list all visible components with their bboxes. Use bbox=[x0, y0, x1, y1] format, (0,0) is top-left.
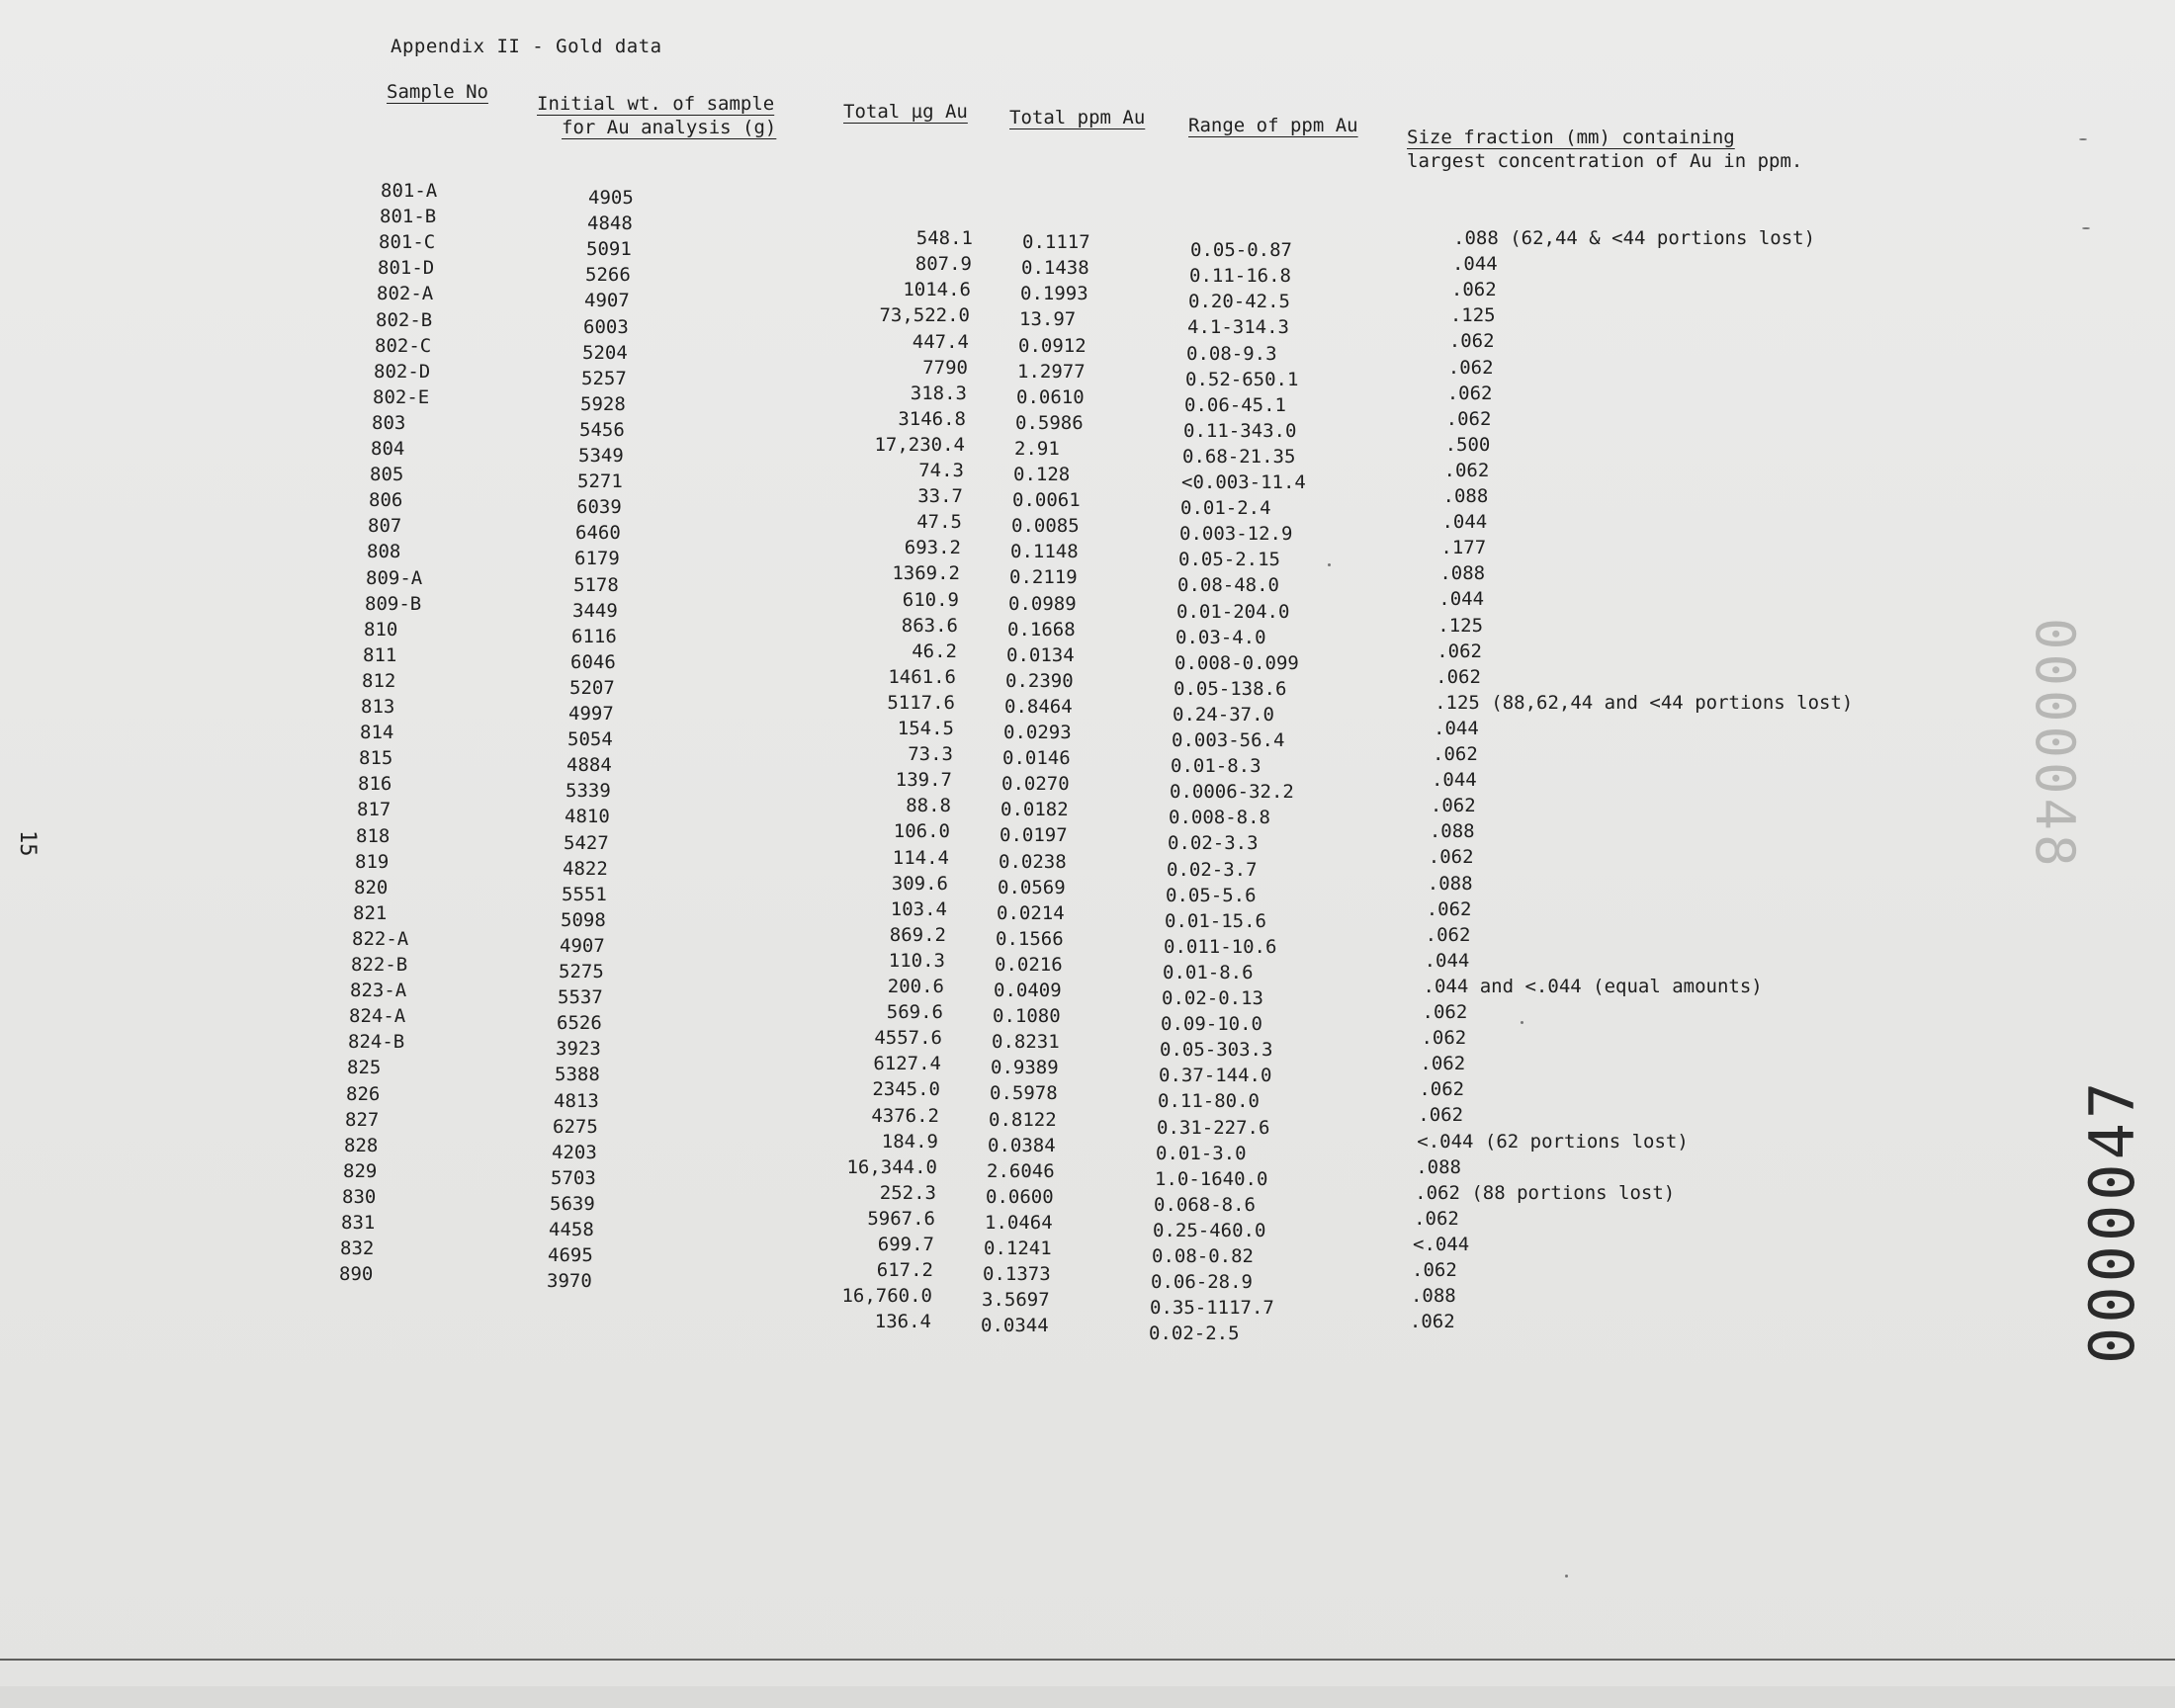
sample-no-cell: 822-B bbox=[351, 954, 408, 976]
sample-no-cell: 828 bbox=[344, 1134, 379, 1156]
total-ug-au-cell: 139.7 bbox=[895, 769, 952, 792]
sample-no-cell: 801-A bbox=[381, 180, 438, 202]
size-fraction-item: .088 (62,44 & <44 portions lost) bbox=[1453, 227, 1816, 249]
total-ug-au-cell: 73.3 bbox=[908, 743, 953, 766]
sample-no-cell: 825 bbox=[347, 1057, 382, 1079]
range-ppm-au-cell: 0.11-80.0 bbox=[1158, 1090, 1260, 1113]
total-ug-au-cell: 106.0 bbox=[893, 820, 950, 843]
sample-no-cell: 820 bbox=[354, 876, 389, 898]
range-ppm-au-cell: 0.25-460.0 bbox=[1153, 1219, 1266, 1241]
size-fraction-item: .062 bbox=[1450, 279, 1497, 301]
total-ppm-au-cell: 0.8122 bbox=[989, 1108, 1057, 1131]
sample-no-cell: 802-D bbox=[374, 360, 431, 383]
sample-no-cell: 802-C bbox=[375, 334, 432, 357]
initial-weight-cell: 5266 bbox=[585, 264, 631, 287]
initial-weight-cell: 5537 bbox=[558, 986, 603, 1009]
range-ppm-au-cell: 0.05-5.6 bbox=[1166, 884, 1257, 906]
total-ppm-au-cell: 0.0085 bbox=[1011, 515, 1080, 538]
range-ppm-au-cell: 0.05-303.3 bbox=[1160, 1039, 1273, 1062]
initial-weight-cell: 5054 bbox=[567, 728, 613, 751]
sample-no-cell: 830 bbox=[342, 1185, 377, 1208]
size-fraction-item: .044 bbox=[1424, 949, 1470, 972]
range-ppm-au-cell: 0.24-37.0 bbox=[1173, 703, 1274, 726]
total-ug-au-cell: 610.9 bbox=[902, 588, 959, 611]
total-ug-au-cell: 3146.8 bbox=[898, 407, 966, 430]
initial-weight-cell: 5257 bbox=[581, 367, 627, 389]
size-fraction-item: .062 (88 portions lost) bbox=[1415, 1181, 1676, 1204]
initial-weight-cell: 5204 bbox=[582, 341, 628, 364]
sample-no-cell: 802-A bbox=[377, 283, 434, 305]
total-ppm-au-cell: 1.0464 bbox=[985, 1211, 1053, 1234]
header-initial-wt-line1: Initial wt. of sample bbox=[537, 93, 775, 115]
initial-weight-cell: 6116 bbox=[571, 625, 617, 647]
initial-weight-cell: 6046 bbox=[570, 650, 616, 673]
sample-no-cell: 824-B bbox=[348, 1031, 405, 1054]
size-fraction-item: .044 bbox=[1431, 769, 1477, 792]
total-ug-au-cell: 869.2 bbox=[889, 923, 946, 946]
total-ug-au-cell: 16,344.0 bbox=[846, 1155, 937, 1178]
total-ug-au-cell: 33.7 bbox=[917, 485, 963, 508]
range-ppm-au-cell: 0.02-3.3 bbox=[1168, 832, 1259, 855]
total-ppm-au-cell: 0.8231 bbox=[992, 1031, 1060, 1054]
range-ppm-au-cell: 0.003-56.4 bbox=[1172, 729, 1285, 751]
sample-no-cell: 823-A bbox=[350, 980, 407, 1002]
sample-no-cell: 817 bbox=[357, 799, 392, 821]
total-ug-au-cell: 4376.2 bbox=[871, 1104, 939, 1127]
range-ppm-au-cell: 0.11-16.8 bbox=[1189, 265, 1291, 288]
size-fraction-item: .062 bbox=[1447, 356, 1494, 379]
size-fraction-item: .088 bbox=[1439, 562, 1486, 585]
range-ppm-au-cell: 1.0-1640.0 bbox=[1155, 1167, 1268, 1190]
size-fraction-item: .062 bbox=[1443, 459, 1490, 481]
initial-weight-cell: 5275 bbox=[559, 961, 604, 982]
initial-weight-cell: 5427 bbox=[564, 831, 609, 854]
sample-no-cell: 818 bbox=[356, 824, 391, 847]
total-ppm-au-cell: 0.2119 bbox=[1009, 566, 1078, 589]
total-ppm-au-cell: 0.0270 bbox=[1001, 773, 1070, 796]
initial-weight-cell: 5639 bbox=[550, 1192, 595, 1215]
size-fraction-item: .177 bbox=[1440, 537, 1487, 559]
sample-no-cell: 805 bbox=[370, 464, 404, 486]
total-ug-au-cell: 569.6 bbox=[886, 1001, 943, 1024]
total-ug-au-cell: 17,230.4 bbox=[874, 433, 965, 456]
scan-speck bbox=[1565, 1575, 1568, 1578]
total-ppm-au-cell: 0.0600 bbox=[986, 1185, 1054, 1208]
total-ppm-au-cell: 0.1373 bbox=[983, 1263, 1051, 1286]
total-ppm-au-cell: 0.2390 bbox=[1005, 669, 1074, 692]
total-ppm-au-cell: 1.2977 bbox=[1017, 360, 1086, 383]
size-fraction-item: .062 bbox=[1445, 407, 1492, 430]
range-ppm-au-cell: 0.05-2.15 bbox=[1178, 549, 1280, 571]
sample-no-cell: 807 bbox=[368, 515, 402, 538]
sample-no-cell: 809-A bbox=[366, 566, 423, 589]
total-ug-au-cell: 309.6 bbox=[891, 872, 948, 895]
total-ug-au-cell: 252.3 bbox=[879, 1181, 936, 1204]
range-ppm-au-cell: 0.35-1117.7 bbox=[1150, 1297, 1274, 1320]
initial-weight-cell: 4822 bbox=[563, 857, 608, 880]
sample-no-cell: 832 bbox=[340, 1238, 375, 1260]
initial-weight-cell: 5349 bbox=[578, 445, 624, 467]
size-fraction-item: .062 bbox=[1433, 743, 1478, 765]
total-ug-au-cell: 47.5 bbox=[916, 511, 962, 534]
size-fraction-item: .062 bbox=[1430, 795, 1476, 817]
total-ppm-au-cell: 0.8464 bbox=[1004, 695, 1073, 718]
range-ppm-au-cell: 0.01-204.0 bbox=[1176, 600, 1290, 623]
header-range-ppm-au: Range of ppm Au bbox=[1188, 115, 1358, 136]
initial-weight-cell: 6460 bbox=[575, 522, 621, 545]
initial-weight-cell: 4458 bbox=[549, 1219, 594, 1240]
total-ppm-au-cell: 0.0569 bbox=[998, 876, 1066, 898]
range-ppm-au-cell: 0.08-9.3 bbox=[1186, 342, 1277, 365]
total-ug-au-cell: 693.2 bbox=[904, 537, 961, 559]
size-fraction-item: .062 bbox=[1419, 1078, 1465, 1101]
sample-no-cell: 810 bbox=[364, 618, 398, 640]
total-ppm-au-cell: 0.1566 bbox=[996, 927, 1064, 950]
initial-weight-cell: 5271 bbox=[577, 470, 623, 493]
total-ppm-au-cell: 0.0610 bbox=[1016, 385, 1085, 408]
scan-speck bbox=[1328, 563, 1331, 566]
initial-weight-cell: 3923 bbox=[556, 1038, 601, 1061]
total-ppm-au-cell: 0.9389 bbox=[991, 1057, 1059, 1079]
initial-weight-cell: 6275 bbox=[553, 1115, 598, 1138]
total-ppm-au-cell: 0.5978 bbox=[990, 1082, 1058, 1105]
total-ppm-au-cell: 13.97 bbox=[1019, 308, 1077, 331]
size-fraction-item: <.044 bbox=[1413, 1233, 1470, 1255]
total-ppm-au-cell: 0.0384 bbox=[988, 1134, 1056, 1156]
sample-no-cell: 806 bbox=[369, 489, 403, 512]
range-ppm-au-cell: 0.011-10.6 bbox=[1164, 935, 1277, 958]
total-ppm-au-cell: 0.0912 bbox=[1018, 334, 1087, 357]
initial-weight-cell: 5388 bbox=[555, 1064, 600, 1086]
size-fraction-item: .088 bbox=[1410, 1285, 1456, 1308]
header-total-ug-au: Total µg Au bbox=[843, 101, 968, 123]
total-ppm-au-cell: 3.5697 bbox=[982, 1289, 1050, 1312]
initial-weight-cell: 5091 bbox=[586, 238, 632, 261]
total-ug-au-cell: 548.1 bbox=[915, 227, 973, 250]
size-fraction-item: .062 bbox=[1422, 1001, 1468, 1023]
sample-no-cell: 808 bbox=[367, 541, 401, 563]
header-initial-wt-line2: for Au analysis (g) bbox=[562, 117, 777, 138]
initial-weight-cell: 6526 bbox=[557, 1012, 602, 1035]
size-fraction-item: .062 bbox=[1412, 1259, 1457, 1281]
total-ppm-au-cell: 0.0216 bbox=[995, 953, 1063, 976]
sample-no-cell: 826 bbox=[346, 1082, 381, 1105]
total-ug-au-cell: 114.4 bbox=[892, 846, 949, 869]
initial-weight-cell: 5551 bbox=[562, 883, 607, 905]
sample-no-cell: 814 bbox=[360, 722, 394, 744]
range-ppm-au-cell: 0.02-3.7 bbox=[1167, 858, 1258, 881]
total-ug-au-cell: 1014.6 bbox=[903, 279, 971, 301]
header-sample-no: Sample No bbox=[387, 81, 488, 103]
initial-weight-cell: 3970 bbox=[547, 1270, 592, 1293]
total-ppm-au-cell: 0.1117 bbox=[1022, 231, 1090, 254]
initial-weight-cell: 6003 bbox=[583, 315, 629, 338]
size-fraction-item: .044 bbox=[1441, 511, 1488, 534]
total-ppm-au-cell: 2.91 bbox=[1014, 437, 1060, 460]
total-ug-au-cell: 617.2 bbox=[876, 1259, 933, 1282]
total-ug-au-cell: 5117.6 bbox=[887, 691, 955, 714]
total-ug-au-cell: 73,522.0 bbox=[879, 304, 970, 327]
range-ppm-au-cell: 0.09-10.0 bbox=[1161, 1013, 1262, 1036]
total-ug-au-cell: 1461.6 bbox=[888, 665, 956, 688]
range-ppm-au-cell: 0.01-15.6 bbox=[1165, 909, 1266, 932]
total-ug-au-cell: 7790 bbox=[922, 356, 968, 379]
size-fraction-item: .062 bbox=[1428, 846, 1474, 869]
initial-weight-cell: 4810 bbox=[565, 806, 610, 828]
total-ppm-au-cell: 0.0214 bbox=[997, 901, 1065, 924]
size-fraction-item: .088 bbox=[1427, 872, 1473, 895]
sample-no-cell: 829 bbox=[343, 1159, 378, 1182]
sample-no-cell: 812 bbox=[362, 669, 396, 692]
initial-weight-cell: 4848 bbox=[587, 213, 633, 235]
header-total-ppm-au: Total ppm Au bbox=[1009, 107, 1146, 128]
range-ppm-au-cell: 0.37-144.0 bbox=[1159, 1065, 1272, 1087]
total-ppm-au-cell: 0.1438 bbox=[1021, 257, 1089, 280]
total-ug-au-cell: 6127.4 bbox=[873, 1053, 941, 1075]
initial-weight-cell: 5339 bbox=[566, 780, 611, 803]
sample-no-cell: 801-D bbox=[378, 257, 435, 280]
range-ppm-au-cell: 0.52-650.1 bbox=[1185, 368, 1299, 390]
total-ppm-au-cell: 0.0989 bbox=[1008, 592, 1077, 615]
total-ppm-au-cell: 0.0134 bbox=[1006, 643, 1075, 666]
initial-weight-cell: 4203 bbox=[552, 1141, 597, 1163]
total-ug-au-cell: 699.7 bbox=[877, 1234, 934, 1255]
sample-no-cell: 819 bbox=[355, 850, 390, 873]
total-ug-au-cell: 16,760.0 bbox=[841, 1285, 932, 1308]
sample-no-cell: 816 bbox=[358, 773, 392, 796]
size-fraction-item: .062 bbox=[1448, 330, 1495, 353]
sample-no-cell: 824-A bbox=[349, 1005, 406, 1028]
total-ug-au-cell: 2345.0 bbox=[872, 1078, 940, 1101]
size-fraction-item: .125 bbox=[1437, 614, 1484, 637]
range-ppm-au-cell: 0.01-8.3 bbox=[1171, 755, 1262, 778]
total-ppm-au-cell: 0.1080 bbox=[993, 1005, 1061, 1028]
total-ppm-au-cell: 0.0293 bbox=[1003, 722, 1072, 743]
size-fraction-item: .062 bbox=[1446, 382, 1493, 404]
initial-weight-cell: 4695 bbox=[548, 1244, 593, 1267]
total-ug-au-cell: 807.9 bbox=[914, 253, 972, 276]
sample-no-cell: 813 bbox=[361, 696, 395, 718]
bleed-through-stamp-number: 0000048 bbox=[2024, 618, 2086, 871]
size-fraction-item: .125 (88,62,44 and <44 portions lost) bbox=[1435, 691, 1854, 714]
range-ppm-au-cell: 0.0006-32.2 bbox=[1170, 781, 1294, 804]
size-fraction-item: .088 bbox=[1429, 820, 1475, 843]
total-ppm-au-cell: 0.5986 bbox=[1015, 411, 1084, 434]
total-ug-au-cell: 103.4 bbox=[890, 897, 947, 920]
range-ppm-au-cell: 0.05-138.6 bbox=[1174, 677, 1287, 700]
initial-weight-cell: 5928 bbox=[580, 392, 626, 415]
size-fraction-item: .044 bbox=[1451, 253, 1498, 276]
total-ppm-au-cell: 0.1241 bbox=[984, 1238, 1052, 1259]
initial-weight-cell: 4905 bbox=[588, 187, 634, 209]
total-ug-au-cell: 74.3 bbox=[918, 460, 964, 481]
initial-weight-cell: 4884 bbox=[566, 754, 612, 777]
initial-weight-cell: 5456 bbox=[579, 418, 625, 441]
range-ppm-au-cell: 0.01-8.6 bbox=[1163, 961, 1254, 983]
initial-weight-cell: 5098 bbox=[561, 908, 606, 931]
range-ppm-au-cell: 0.31-227.6 bbox=[1157, 1116, 1270, 1139]
initial-weight-cell: 4997 bbox=[568, 703, 614, 725]
document-stamp-number: 0000047 bbox=[2076, 1077, 2148, 1364]
scan-speck bbox=[1521, 1021, 1523, 1024]
total-ug-au-cell: 5967.6 bbox=[867, 1207, 935, 1230]
range-ppm-au-cell: 0.01-2.4 bbox=[1180, 497, 1271, 520]
size-fraction-item: .062 bbox=[1409, 1311, 1455, 1333]
total-ppm-au-cell: 0.0182 bbox=[1000, 799, 1069, 821]
size-fraction-item: <.044 (62 portions lost) bbox=[1417, 1130, 1689, 1153]
range-ppm-au-cell: 0.003-12.9 bbox=[1179, 523, 1293, 546]
total-ppm-au-cell: 0.1668 bbox=[1007, 618, 1076, 640]
total-ppm-au-cell: 0.0146 bbox=[1002, 747, 1071, 770]
sample-no-cell: 811 bbox=[363, 643, 397, 666]
size-fraction-item: .062 bbox=[1421, 1027, 1467, 1050]
page-number: 15 bbox=[15, 830, 40, 857]
total-ug-au-cell: 1369.2 bbox=[892, 562, 960, 585]
range-ppm-au-cell: 0.008-0.099 bbox=[1174, 651, 1299, 674]
size-fraction-item: .062 bbox=[1418, 1104, 1464, 1127]
range-ppm-au-cell: 0.068-8.6 bbox=[1154, 1193, 1256, 1216]
size-fraction-item: .500 bbox=[1444, 433, 1491, 456]
sample-no-cell: 801-C bbox=[379, 231, 436, 254]
initial-weight-cell: 6179 bbox=[574, 548, 620, 570]
total-ppm-au-cell: 0.0061 bbox=[1012, 489, 1081, 512]
range-ppm-au-cell: 0.05-0.87 bbox=[1190, 239, 1292, 262]
total-ppm-au-cell: 0.0344 bbox=[981, 1315, 1049, 1337]
size-fraction-item: .044 and <.044 (equal amounts) bbox=[1423, 975, 1763, 997]
initial-weight-cell: 5703 bbox=[551, 1166, 596, 1189]
size-fraction-item: .062 bbox=[1436, 665, 1481, 688]
range-ppm-au-cell: 0.02-2.5 bbox=[1149, 1323, 1240, 1345]
header-size-fraction-line1: Size fraction (mm) containing bbox=[1407, 127, 1735, 148]
range-ppm-au-cell: 0.20-42.5 bbox=[1188, 291, 1290, 313]
total-ppm-au-cell: 0.1148 bbox=[1010, 541, 1079, 563]
total-ppm-au-cell: 0.0197 bbox=[1000, 824, 1068, 847]
size-fraction-item: .062 bbox=[1420, 1053, 1466, 1075]
size-fraction-item: .125 bbox=[1449, 304, 1496, 327]
total-ug-au-cell: 46.2 bbox=[912, 640, 957, 662]
size-fraction-item: .062 bbox=[1414, 1207, 1459, 1230]
scan-speck bbox=[2079, 138, 2087, 140]
sample-no-cell: 815 bbox=[359, 747, 393, 770]
sample-no-cell: 801-B bbox=[380, 206, 437, 228]
sample-no-cell: 802-E bbox=[373, 385, 430, 408]
size-fraction-item: .044 bbox=[1434, 717, 1479, 739]
sample-no-cell: 809-B bbox=[365, 592, 422, 615]
sample-no-cell: 804 bbox=[371, 438, 405, 460]
sample-no-cell: 831 bbox=[341, 1212, 376, 1234]
total-ug-au-cell: 136.4 bbox=[874, 1311, 931, 1333]
total-ug-au-cell: 863.6 bbox=[901, 614, 958, 637]
total-ug-au-cell: 110.3 bbox=[888, 949, 945, 972]
initial-weight-cell: 6039 bbox=[576, 496, 622, 519]
scan-bottom-edge bbox=[0, 1686, 2175, 1708]
range-ppm-au-cell: 0.68-21.35 bbox=[1182, 445, 1296, 468]
range-ppm-au-cell: 0.01-3.0 bbox=[1156, 1142, 1247, 1164]
size-fraction-item: .088 bbox=[1442, 485, 1489, 507]
total-ppm-au-cell: 0.0409 bbox=[994, 980, 1062, 1001]
size-fraction-item: .062 bbox=[1426, 897, 1472, 920]
total-ppm-au-cell: 0.1993 bbox=[1020, 283, 1088, 305]
range-ppm-au-cell: 0.06-45.1 bbox=[1184, 393, 1286, 416]
initial-weight-cell: 5178 bbox=[573, 573, 619, 596]
range-ppm-au-cell: 0.08-0.82 bbox=[1152, 1245, 1254, 1267]
range-ppm-au-cell: 0.06-28.9 bbox=[1151, 1271, 1253, 1294]
initial-weight-cell: 4907 bbox=[560, 934, 605, 957]
initial-weight-cell: 5207 bbox=[569, 676, 615, 699]
sample-no-cell: 803 bbox=[372, 411, 406, 434]
page-title: Appendix II - Gold data bbox=[391, 36, 662, 57]
initial-weight-cell: 4907 bbox=[584, 290, 630, 312]
range-ppm-au-cell: <0.003-11.4 bbox=[1181, 471, 1306, 493]
sample-no-cell: 802-B bbox=[376, 308, 433, 331]
total-ug-au-cell: 4557.6 bbox=[874, 1027, 942, 1050]
total-ug-au-cell: 447.4 bbox=[912, 330, 969, 353]
sample-no-cell: 827 bbox=[345, 1108, 380, 1131]
size-fraction-item: .062 bbox=[1425, 923, 1471, 946]
range-ppm-au-cell: 0.11-343.0 bbox=[1183, 419, 1297, 442]
scan-speck bbox=[2082, 227, 2090, 229]
total-ppm-au-cell: 0.128 bbox=[1013, 464, 1071, 485]
size-fraction-item: .062 bbox=[1436, 640, 1482, 662]
range-ppm-au-cell: 0.03-4.0 bbox=[1175, 626, 1266, 648]
range-ppm-au-cell: 4.1-314.3 bbox=[1187, 316, 1289, 339]
header-size-fraction-line2: largest concentration of Au in ppm. bbox=[1407, 150, 1803, 172]
range-ppm-au-cell: 0.08-48.0 bbox=[1177, 574, 1279, 597]
total-ug-au-cell: 184.9 bbox=[881, 1130, 938, 1153]
total-ug-au-cell: 88.8 bbox=[906, 795, 951, 817]
total-ppm-au-cell: 2.6046 bbox=[987, 1159, 1055, 1182]
total-ug-au-cell: 200.6 bbox=[887, 976, 944, 997]
total-ppm-au-cell: 0.0238 bbox=[999, 850, 1067, 873]
sample-no-cell: 822-A bbox=[352, 927, 409, 950]
range-ppm-au-cell: 0.008-8.8 bbox=[1169, 807, 1270, 829]
range-ppm-au-cell: 0.02-0.13 bbox=[1162, 987, 1263, 1009]
sample-no-cell: 821 bbox=[353, 901, 388, 924]
initial-weight-cell: 4813 bbox=[554, 1089, 599, 1112]
initial-weight-cell: 3449 bbox=[572, 599, 618, 622]
size-fraction-item: .044 bbox=[1438, 588, 1485, 611]
total-ug-au-cell: 318.3 bbox=[910, 382, 967, 404]
total-ug-au-cell: 154.5 bbox=[897, 718, 954, 739]
size-fraction-item: .088 bbox=[1416, 1155, 1461, 1178]
bottom-rule bbox=[0, 1659, 2175, 1661]
sample-no-cell: 890 bbox=[339, 1263, 374, 1286]
